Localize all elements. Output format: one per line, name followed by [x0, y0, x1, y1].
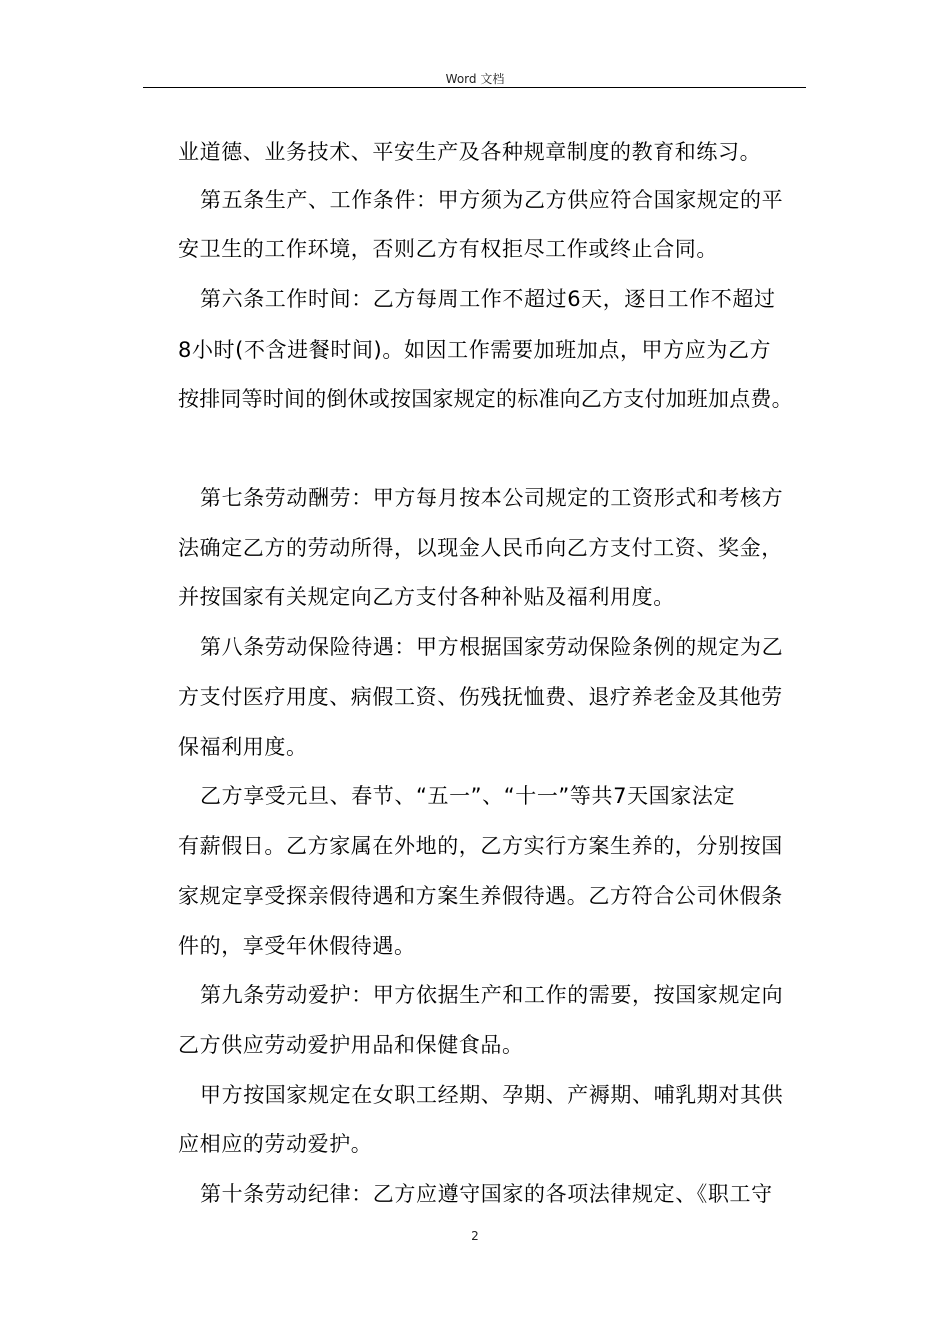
body-line: 有薪假日。乙方家属在外地的，乙方实行方案生养的，分别按国: [178, 834, 783, 858]
body-line: 第十条劳动纪律：乙方应遵守国家的各项法律规定、《职工守: [200, 1182, 773, 1206]
body-line: 件的，享受年休假待遇。: [178, 934, 416, 958]
page-header-title: Word 文档: [445, 72, 505, 86]
body-line: 第五条生产、工作条件：甲方须为乙方供应符合国家规定的平: [200, 188, 784, 212]
body-line: 保福利用度。: [178, 735, 308, 759]
body-line: 8小时(不含进餐时间)。如因工作需要加班加点，甲方应为乙方: [178, 338, 772, 362]
body-line: 安卫生的工作环境，否则乙方有权拒尽工作或终止合同。: [178, 237, 718, 261]
body-line: 业道德、业务技术、平安生产及各种规章制度的教育和练习。: [178, 140, 762, 164]
body-line: 方支付医疗用度、病假工资、伤残抚恤费、退疗养老金及其他劳: [178, 685, 783, 709]
body-line: 第九条劳动爱护：甲方依据生产和工作的需要，按国家规定向: [200, 983, 784, 1007]
body-line: 家规定享受探亲假待遇和方案生养假待遇。乙方符合公司休假条: [178, 884, 783, 908]
body-line: 按排同等时间的倒休或按国家规定的标准向乙方支付加班加点费。: [178, 387, 793, 411]
page-number: 2: [471, 1229, 479, 1243]
body-line: 应相应的劳动爱护。: [178, 1132, 373, 1156]
header-divider: [143, 87, 806, 88]
body-line: 并按国家有关规定向乙方支付各种补贴及福利用度。: [178, 585, 675, 609]
body-line: 乙方享受元旦、春节、“五一”、“十一”等共7天国家法定: [200, 784, 736, 808]
body-line: 第六条工作时间：乙方每周工作不超过6天，逐日工作不超过: [200, 287, 776, 311]
body-line: 第七条劳动酬劳：甲方每月按本公司规定的工资形式和考核方: [200, 486, 784, 510]
body-line: 法确定乙方的劳动所得，以现金人民币向乙方支付工资、奖金，: [178, 536, 783, 560]
body-line: 甲方按国家规定在女职工经期、孕期、产褥期、哺乳期对其供: [200, 1083, 784, 1107]
body-line: 第八条劳动保险待遇：甲方根据国家劳动保险条例的规定为乙: [200, 635, 784, 659]
body-line: 乙方供应劳动爱护用品和保健食品。: [178, 1033, 524, 1057]
